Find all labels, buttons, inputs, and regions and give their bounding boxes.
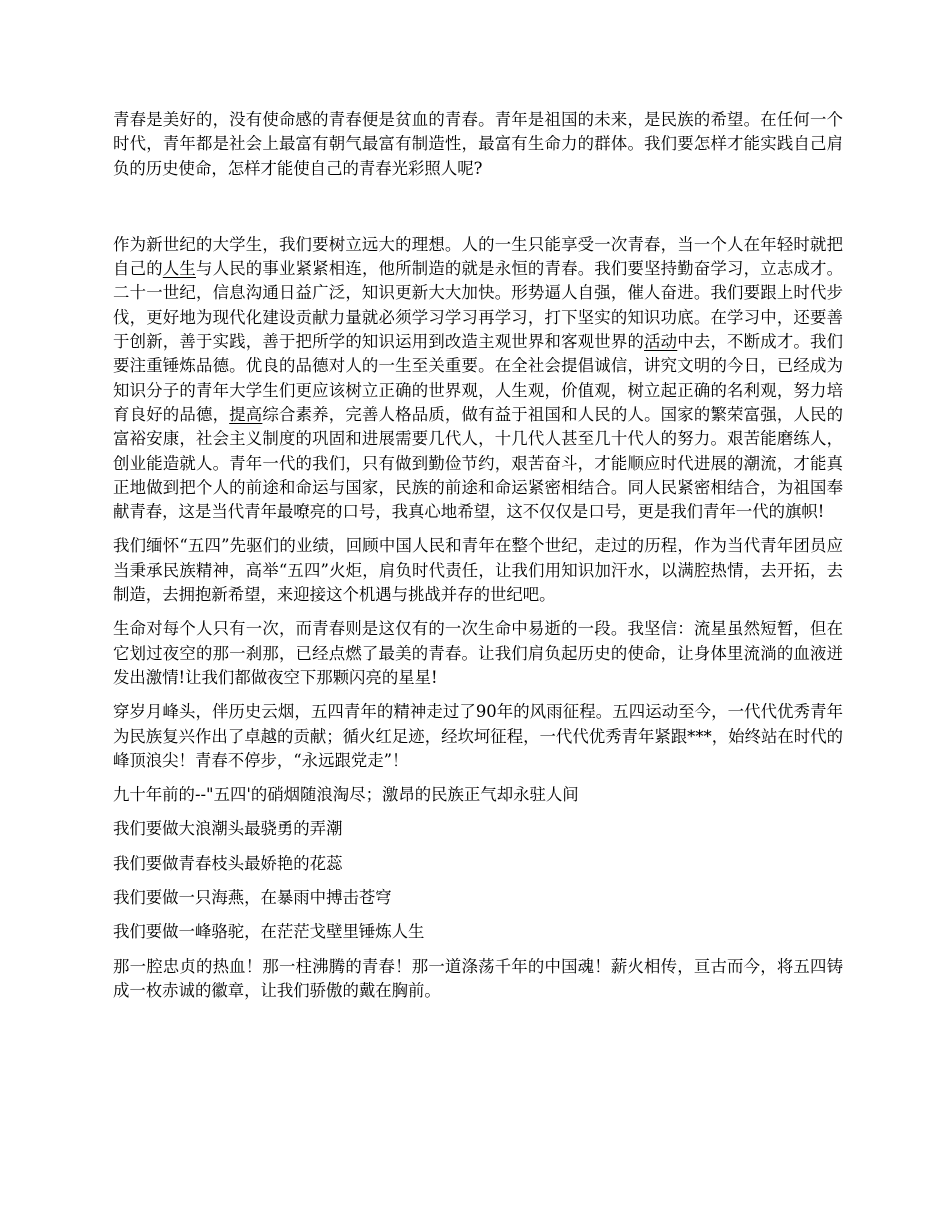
verse-line-2: 我们要做大浪潮头最骁勇的弄潮 (113, 819, 343, 839)
link-tigao[interactable]: 提高 (229, 404, 263, 424)
paragraph-university-students (113, 233, 843, 525)
paragraph-closing: 那一腔忠贞的热血！那一柱沸腾的青春！那一道涤荡千年的中国魂！薪火相传，亘古而今，将五四铸成一枚赤诚的徽章，让我们骄傲的戴在胸前。 (113, 956, 843, 1000)
paragraph-may-fourth-pioneers: 我们缅怀“五四”先驱们的业绩，回顾中国人民和青年在整个世纪，走过的历程，作为当代青年团员应当秉承民族精神，高举“五四”火炬，肩负时代责任，让我们用知识加汗水，以满腔热情，去开拓，去制造，去拥抱新希望，来迎接这个机遇与挑战并存的世纪吧。 (113, 536, 843, 605)
paragraph-text: 综合素养，完善人格品质，做有益于祖国和人民的人。国家的繁荣富强，人民的富裕安康，社会主义制度的巩固和进展需要几代人，十几代人甚至几十代人的努力。艰苦能磨练人，创业能造就人。青年一代的我们，只有做到勤俭节约，艰苦奋斗，才能顺应时代进展的潮流，才能真正地做到把个人的前途和命运与国家，民族的前途和命运紧密相结合。同人民紧密相结合，为祖国奉献青春，这是当代青年最嘹亮的口号，我真心地希望，这不仅仅是口号，更是我们青年一代的旗帜! (113, 404, 844, 522)
paragraph-life-once: 生命对每个人只有一次，而青春则是这仅有的一次生命中易逝的一段。我坚信：流星虽然短暂，但在它划过夜空的那一刹那，已经点燃了最美的青春。让我们肩负起历史的使命，让身体里流淌的血液迸发出激情!让我们都做夜空下那颗闪亮的星星! (113, 619, 843, 687)
paragraph-text: 中去，不断成才。我们要注重锤炼品德。优良的品德对人的一生至关重要。在全社会提倡诚信，讲究文明的今日，已经成为知识分子的青年大学生们更应该树立正确的世界观，人生观，价值观，树立起正确的名利观，努力培育良好的品德， (113, 332, 844, 424)
link-huodong[interactable]: 活动 (644, 332, 678, 352)
link-rensheng[interactable]: 人生 (162, 259, 196, 279)
paragraph-gap (113, 191, 843, 233)
paragraph-ninety-years: 穿岁月峰头，伴历史云烟，五四青年的精神走过了90年的风雨征程。五四运动至今，一代代优秀青年为民族复兴作出了卓越的贡献；循火红足迹，经坎坷征程，一代代优秀青年紧跟***，始终站在时代的峰顶浪尖！青春不停步，“永远跟党走”！ (113, 702, 843, 770)
paragraph-text: 作为新世纪的大学生，我们要树立远大的理想。人的一生只能享受一次青春，当一个人在年轻时就把自己的 (113, 234, 843, 279)
paragraph-intro: 青春是美好的，没有使命感的青春便是贫血的青春。青年是祖国的未来，是民族的希望。在任何一个时代，青年都是社会上最富有朝气最富有制造性，最富有生命力的群体。我们要怎样才能实践自己肩负的历史使命，怎样才能使自己的青春光彩照人呢? (113, 110, 843, 178)
document-body (113, 108, 843, 1013)
verse-line-5: 我们要做一峰骆驼，在茫茫戈壁里锤炼人生 (113, 922, 425, 942)
verse-line-1: 九十年前的--"五四'的硝烟随浪淘尽；激昂的民族正气却永驻人间 (113, 785, 579, 805)
verse-line-3: 我们要做青春枝头最娇艳的花蕊 (113, 853, 343, 873)
verse-line-4: 我们要做一只海燕，在暴雨中搏击苍穹 (113, 888, 392, 908)
paragraph-text: 与人民的事业紧紧相连，他所制造的就是永恒的青春。我们要坚持勤奋学习，立志成才。二十一世纪，信息沟通日益广泛，知识更新大大加快。形势逼人自强，催人奋进。我们要跟上时代步伐，更好地为现代化建设贡献力量就必须学习学习再学习，打下坚实的知识功底。在学习中，还要善于创新，善于实践，善于把所学的知识运用到改造主观世界和客观世界的 (113, 259, 844, 352)
